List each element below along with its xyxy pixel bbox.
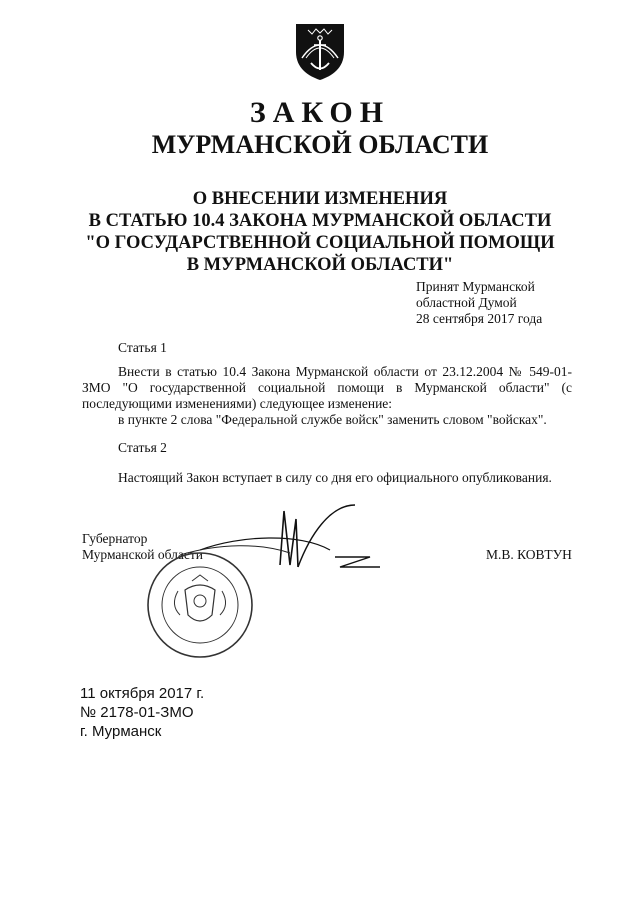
issuer-title: МУРМАНСКОЙ ОБЛАСТИ [151, 130, 489, 159]
signing-date: 11 октября 2017 г. [80, 685, 205, 702]
document-type-title: ЗАКОН [249, 96, 391, 129]
signature-and-seal [140, 495, 460, 675]
signatory-title-line: Губернатор [82, 531, 148, 546]
coat-of-arms-icon [288, 18, 352, 82]
adoption-line: областной Думой [416, 295, 517, 310]
law-number: № 2178-01-ЗМО [80, 704, 194, 721]
article-2-heading: Статья 2 [118, 440, 167, 455]
subtitle-line: "О ГОСУДАРСТВЕННОЙ СОЦИАЛЬНОЙ ПОМОЩИ [85, 233, 555, 253]
subtitle-line: В СТАТЬЮ 10.4 ЗАКОНА МУРМАНСКОЙ ОБЛАСТИ [88, 211, 552, 231]
law-subject [0, 188, 640, 276]
adoption-line: Принят Мурманской [416, 279, 535, 294]
article-2-body: Настоящий Закон вступает в силу со дня его официального опубликования. [118, 470, 552, 485]
official-seal-icon [148, 553, 252, 657]
subtitle-line: В МУРМАНСКОЙ ОБЛАСТИ" [186, 255, 454, 275]
article-1-paragraph: Внести в статью 10.4 Закона Мурманской области от 23.12.2004 № 549-01-ЗМО "О государственной социальной помощи в Мурманской области" (с последующими изменениями) следующее изменение: [82, 364, 572, 411]
article-1-body [82, 364, 572, 428]
signing-city: г. Мурманск [80, 723, 162, 740]
article-1-amendment: в пункте 2 слова "Федеральной службе войск" заменить словом "войсках". [118, 412, 547, 427]
document-footer [80, 684, 204, 741]
signatory-name: М.В. КОВТУН [486, 547, 572, 562]
adoption-line: 28 сентября 2017 года [416, 311, 543, 326]
subtitle-line: О ВНЕСЕНИИ ИЗМЕНЕНИЯ [192, 189, 448, 209]
signatory-title-line: Мурманской области [82, 547, 203, 562]
adoption-note [416, 279, 542, 327]
article-1-heading: Статья 1 [118, 340, 167, 355]
